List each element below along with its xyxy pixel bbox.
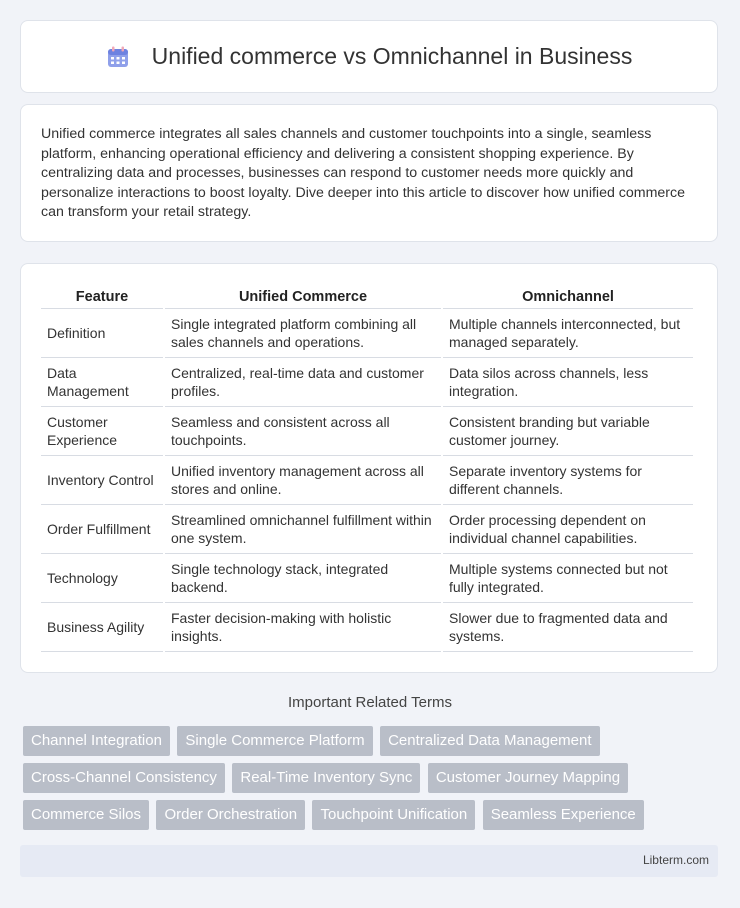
title-card — [20, 20, 718, 93]
intro-text: Unified commerce integrates all sales channels and customer touchpoints into a single, seamless platform, enhancing operational efficiency and delivering a consistent shopping experience. By centralizing data and processes, businesses can respond to customer needs more quickly and personalize interactions to boost loyalty. Dive deeper into this article to discover how unified commerce can transform your retail strategy. — [41, 126, 686, 221]
table-row — [41, 603, 693, 652]
omnichannel-cell: Consistent branding but variable customer journey. — [443, 407, 693, 456]
omnichannel-cell: Order processing dependent on individual channel capabilities. — [443, 505, 693, 554]
related-term-tag[interactable]: Order Orchestration — [156, 800, 305, 830]
unified-commerce-cell: Seamless and consistent across all touchpoints. — [165, 407, 441, 456]
header-feature: Feature — [41, 284, 163, 309]
table-row — [41, 358, 693, 407]
footer-site-link[interactable]: Libterm.com — [642, 853, 709, 867]
related-terms-list — [23, 726, 723, 837]
table-header-row — [41, 284, 693, 309]
feature-cell: Order Fulfillment — [41, 505, 163, 554]
comparison-table-card — [20, 263, 718, 673]
calendar-icon — [106, 45, 130, 69]
related-term-tag[interactable]: Touchpoint Unification — [312, 800, 475, 830]
header-unified-commerce: Unified Commerce — [165, 284, 441, 309]
feature-cell: Business Agility — [41, 603, 163, 652]
omnichannel-cell: Multiple channels interconnected, but managed separately. — [443, 309, 693, 358]
related-term-tag[interactable]: Centralized Data Management — [380, 726, 599, 756]
related-term-tag[interactable]: Real-Time Inventory Sync — [232, 763, 420, 793]
related-term-tag[interactable]: Single Commerce Platform — [177, 726, 372, 756]
feature-cell: Customer Experience — [41, 407, 163, 456]
feature-cell: Technology — [41, 554, 163, 603]
related-term-tag[interactable]: Customer Journey Mapping — [428, 763, 628, 793]
table-row — [41, 554, 693, 603]
table-row — [41, 505, 693, 554]
table-row — [41, 407, 693, 456]
footer — [20, 845, 718, 877]
omnichannel-cell: Data silos across channels, less integration. — [443, 358, 693, 407]
comparison-table — [39, 284, 695, 652]
omnichannel-cell: Multiple systems connected but not fully integrated. — [443, 554, 693, 603]
related-term-tag[interactable]: Seamless Experience — [483, 800, 644, 830]
feature-cell: Definition — [41, 309, 163, 358]
related-term-tag[interactable]: Cross-Channel Consistency — [23, 763, 225, 793]
page-title: Unified commerce vs Omnichannel in Business — [151, 43, 633, 69]
unified-commerce-cell: Faster decision-making with holistic insights. — [165, 603, 441, 652]
unified-commerce-cell: Streamlined omnichannel fulfillment within one system. — [165, 505, 441, 554]
unified-commerce-cell: Single integrated platform combining all sales channels and operations. — [165, 309, 441, 358]
omnichannel-cell: Separate inventory systems for different channels. — [443, 456, 693, 505]
table-row — [41, 309, 693, 358]
related-term-tag[interactable]: Commerce Silos — [23, 800, 149, 830]
table-row — [41, 456, 693, 505]
unified-commerce-cell: Single technology stack, integrated backend. — [165, 554, 441, 603]
unified-commerce-cell: Unified inventory management across all stores and online. — [165, 456, 441, 505]
feature-cell: Data Management — [41, 358, 163, 407]
feature-cell: Inventory Control — [41, 456, 163, 505]
related-terms-title: Important Related Terms — [288, 694, 452, 711]
unified-commerce-cell: Centralized, real-time data and customer profiles. — [165, 358, 441, 407]
header-omnichannel: Omnichannel — [443, 284, 693, 309]
intro-card — [20, 104, 718, 242]
omnichannel-cell: Slower due to fragmented data and systems. — [443, 603, 693, 652]
related-term-tag[interactable]: Channel Integration — [23, 726, 170, 756]
